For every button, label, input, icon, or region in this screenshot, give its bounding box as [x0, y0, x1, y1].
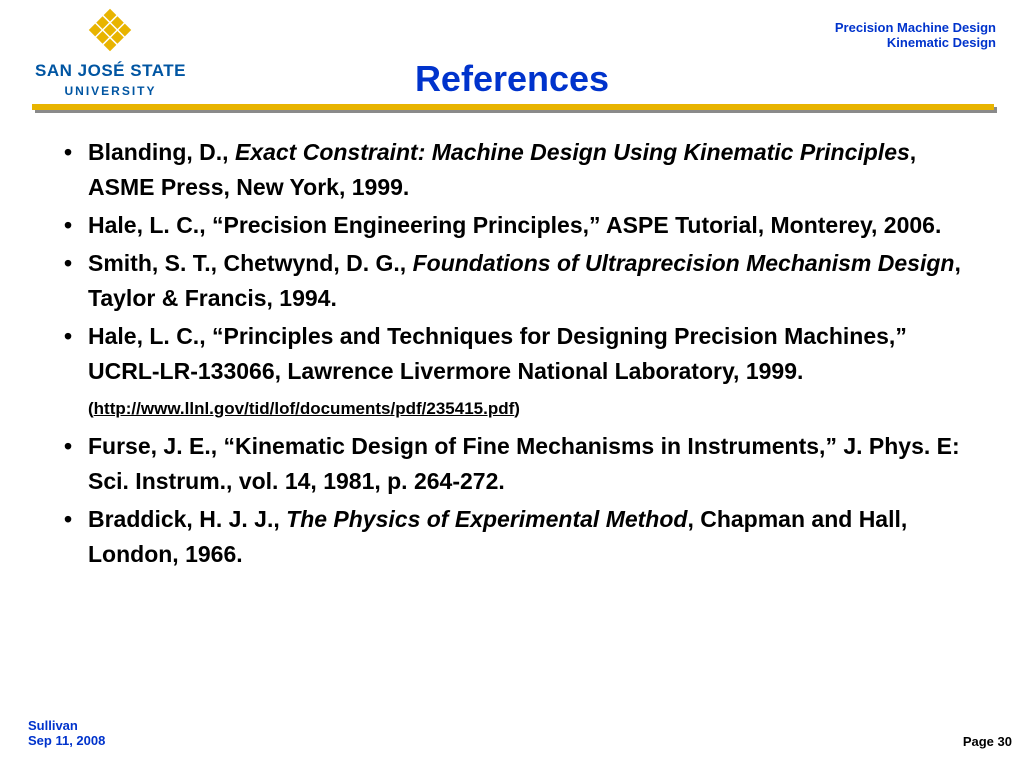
logo-university-name: SAN JOSÉ STATE	[35, 61, 186, 80]
bullet-icon: •	[64, 506, 73, 532]
slide-title: References	[414, 58, 610, 99]
course-heading	[835, 20, 996, 50]
url-paren-open: (	[88, 399, 94, 418]
bullet-icon: •	[64, 139, 73, 165]
bullet-icon: •	[64, 433, 73, 459]
bullet-icon: •	[64, 250, 73, 276]
footer-author-date	[28, 718, 105, 748]
reference-pdf-link[interactable]: http://www.llnl.gov/tid/lof/documents/pdf/235415.pdf	[93, 399, 515, 418]
page-number: Page 30	[962, 734, 1012, 749]
reference-item: • Smith, S. T., Chetwynd, D. G., Foundations of Ultraprecision Mechanism Design, Taylor & Francis, 1994.	[62, 246, 982, 316]
course-topic: Kinematic Design	[886, 35, 996, 50]
course-title: Precision Machine Design	[834, 20, 996, 35]
reference-item: • Furse, J. E., “Kinematic Design of Fine Mechanisms in Instruments,” J. Phys. E: Sci. Instrum., vol. 14, 1981, p. 264-272.	[62, 429, 982, 499]
reference-list	[62, 135, 982, 575]
sjsu-diamond-emblem-icon	[84, 6, 136, 54]
reference-item: • Braddick, H. J. J., The Physics of Experimental Method, Chapman and Hall, London, 1966.	[62, 502, 982, 572]
bullet-icon: •	[64, 212, 73, 238]
footer-author: Sullivan	[28, 718, 78, 733]
url-paren-close: )	[514, 399, 520, 418]
logo-university-sub: UNIVERSITY	[64, 84, 157, 98]
bullet-icon: •	[64, 323, 73, 349]
reference-item: • Blanding, D., Exact Constraint: Machine Design Using Kinematic Principles, ASME Press, New York, 1999.	[62, 135, 982, 205]
reference-item: • Hale, L. C., “Principles and Techniques for Designing Precision Machines,” UCRL-LR-133066, Lawrence Livermore National Laboratory, 1999. (http://www.llnl.gov/tid/lof/documents/pdf/235415.pdf)	[62, 319, 982, 426]
reference-item: • Hale, L. C., “Precision Engineering Principles,” ASPE Tutorial, Monterey, 2006.	[62, 208, 982, 243]
title-rule	[32, 104, 994, 110]
footer-date: Sep 11, 2008	[28, 733, 106, 748]
